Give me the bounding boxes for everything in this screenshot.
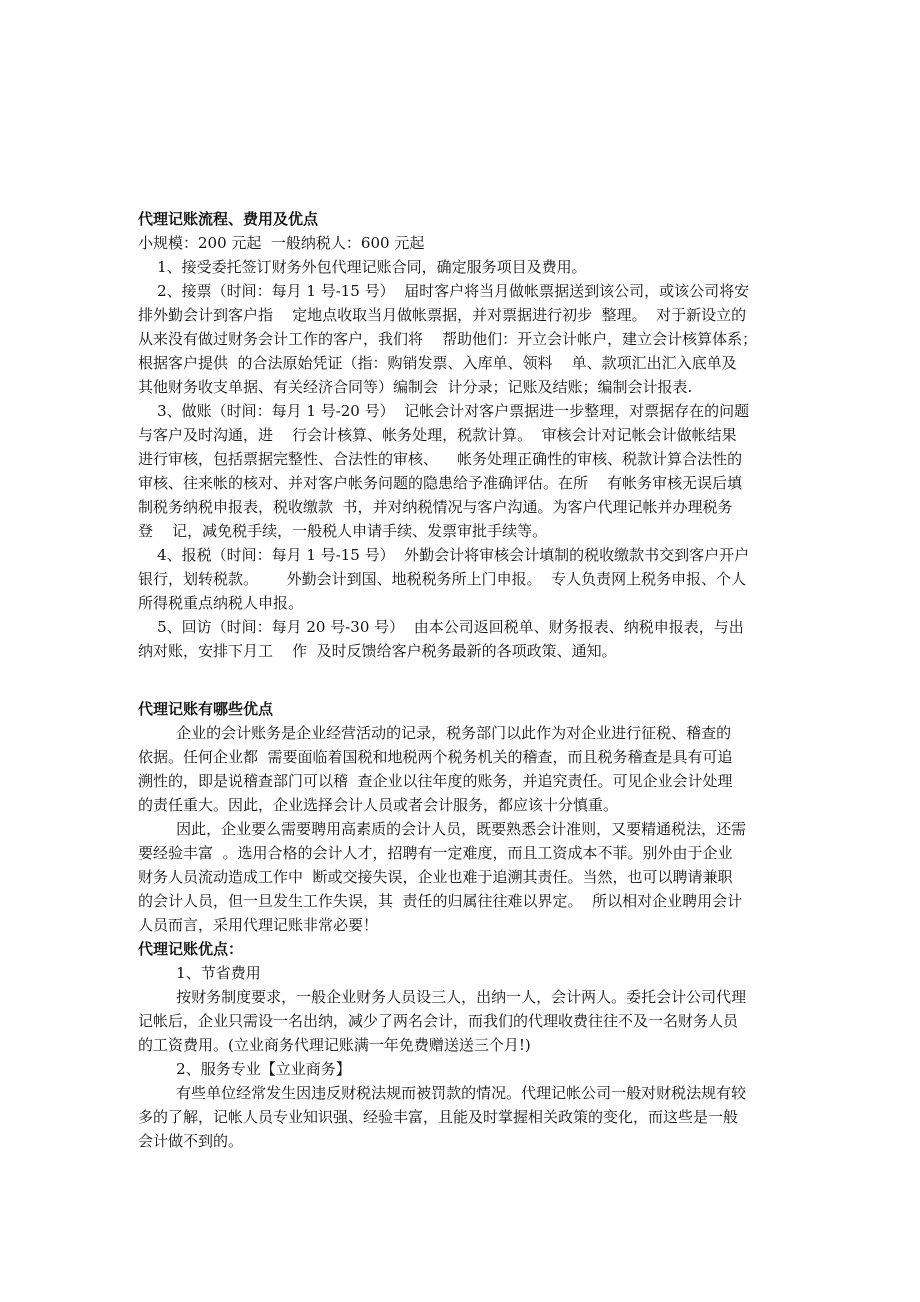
text-line: 按财务制度要求，一般企业财务人员设三人，出纳一人，会计两人。委托会计公司代理 <box>138 988 747 1006</box>
document-body <box>138 207 798 1153</box>
text-line: 从来没有做过财务会计工作的客户，我们将 帮助他们：开立会计帐户，建立会计核算体系； <box>138 330 758 348</box>
text-line: 有些单位经常发生因违反财税法规而被罚款的情况。代理记帐公司一般对财税法规有较 <box>138 1084 747 1102</box>
text-line: 多的了解，记帐人员专业知识强、经验丰富，且能及时掌握相关政策的变化，而这些是一般 <box>138 1108 739 1126</box>
text-line: 排外勤会计到客户指 定地点收取当月做帐票据，并对票据进行初步 整理。 对于新设立的 <box>138 306 747 324</box>
text-line: 制税务纳税申报表，税收缴款 书，并对纳税情况与客户沟通。为客户代理记帐并办理税务 <box>138 498 733 516</box>
text-line: 与客户及时沟通，进 行会计核算、帐务处理，税款计算。 审核会计对记帐会计做帐结果 <box>138 426 737 444</box>
text-line: 的责任重大。因此，企业选择会计人员或者会计服务，都应该十分慎重。 <box>138 796 619 814</box>
text-line: 2、服务专业【立业商务】 <box>138 1060 351 1078</box>
text-line: 进行审核，包括票据完整性、合法性的审核、 帐务处理正确性的审核、税款计算合法性的 <box>138 450 743 468</box>
spacer <box>138 687 798 697</box>
text-line: 3、做账（时间：每月 1 号-20 号） 记帐会计对客户票据进一步整理，对票据存在的问题 <box>138 402 750 420</box>
text-line: 小规模：200 元起 一般纳税人：600 元起 <box>138 234 425 252</box>
text-line: 溯性的，即是说稽查部门可以稽 查企业以往年度的账务，并追究责任。可见企业会计处理 <box>138 772 733 790</box>
text-line: 所得税重点纳税人申报。 <box>138 594 304 612</box>
text-line: 人员而言，采用代理记账非常必要！ <box>138 916 379 934</box>
section-process-body <box>138 231 798 663</box>
subtitle-advantages-list: 代理记账优点： <box>138 940 244 958</box>
text-line: 1、接受委托签订财务外包代理记账合同，确定服务项目及费用。 <box>138 258 587 276</box>
text-line: 4、报税（时间：每月 1 号-15 号） 外勤会计将审核会计填制的税收缴款书交到客户开户 <box>138 546 750 564</box>
text-line: 银行，划转税款。 外勤会计到国、地税税务所上门申报。 专人负责网上税务申报、个人 <box>138 570 747 588</box>
section-title-advantages: 代理记账有哪些优点 <box>138 700 274 718</box>
text-line: 记帐后，企业只需设一名出纳，减少了两名会计，而我们的代理收费往往不及一名财务人员 <box>138 1012 739 1030</box>
text-line: 依据。任何企业都 需要面临着国税和地税两个税务机关的稽查，而且税务稽查是具有可追 <box>138 748 733 766</box>
text-line: 登 记，减免税手续，一般税人申请手续、发票审批手续等。 <box>138 522 548 540</box>
text-line: 要经验丰富 。选用合格的会计人才，招聘有一定难度，而且工资成本不菲。别外由于企业 <box>138 844 733 862</box>
section-advantages-body <box>138 721 798 937</box>
text-line: 1、节省费用 <box>138 964 261 982</box>
text-line: 企业的会计账务是企业经营活动的记录，税务部门以此作为对企业进行征税、稽查的 <box>138 724 732 742</box>
section-title-process: 代理记账流程、费用及优点 <box>138 210 319 228</box>
text-line: 的工资费用。(立业商务代理记账满一年免费赠送送三个月!) <box>138 1036 531 1054</box>
text-line: 财务人员流动造成工作中 断或交接失误，企业也难于追溯其责任。当然，也可以聘请兼职 <box>138 868 733 886</box>
text-line: 5、回访（时间：每月 20 号-30 号） 由本公司返回税单、财务报表、纳税申报表，与出 <box>138 618 744 636</box>
text-line: 因此，企业要么需要聘用高素质的会计人员，既要熟悉会计准则，又要精通税法，还需 <box>138 820 747 838</box>
text-line: 审核、往来帐的核对、并对客户帐务问题的隐患给予准确评估。在所 有帐务审核无误后填 <box>138 474 743 492</box>
text-line: 2、接票（时间：每月 1 号-15 号） 届时客户将当月做帐票据送到该公司，或该公司将安 <box>138 282 750 300</box>
advantages-points <box>138 961 798 1153</box>
text-line: 纳对账，安排下月工 作 及时反馈给客户税务最新的各项政策、通知。 <box>138 642 617 660</box>
text-line: 会计做不到的。 <box>138 1132 244 1150</box>
text-line: 其他财务收支单据、有关经济合同等）编制会 计分录；记账及结账；编制会计报表. <box>138 378 693 396</box>
text-line: 的会计人员，但一旦发生工作失误，其 责任的归属往往难以界定。 所以相对企业聘用会计 <box>138 892 743 910</box>
text-line: 根据客户提供 的合法原始凭证（指：购销发票、入库单、领料 单、款项汇出汇入底单及 <box>138 354 737 372</box>
spacer <box>138 663 798 687</box>
